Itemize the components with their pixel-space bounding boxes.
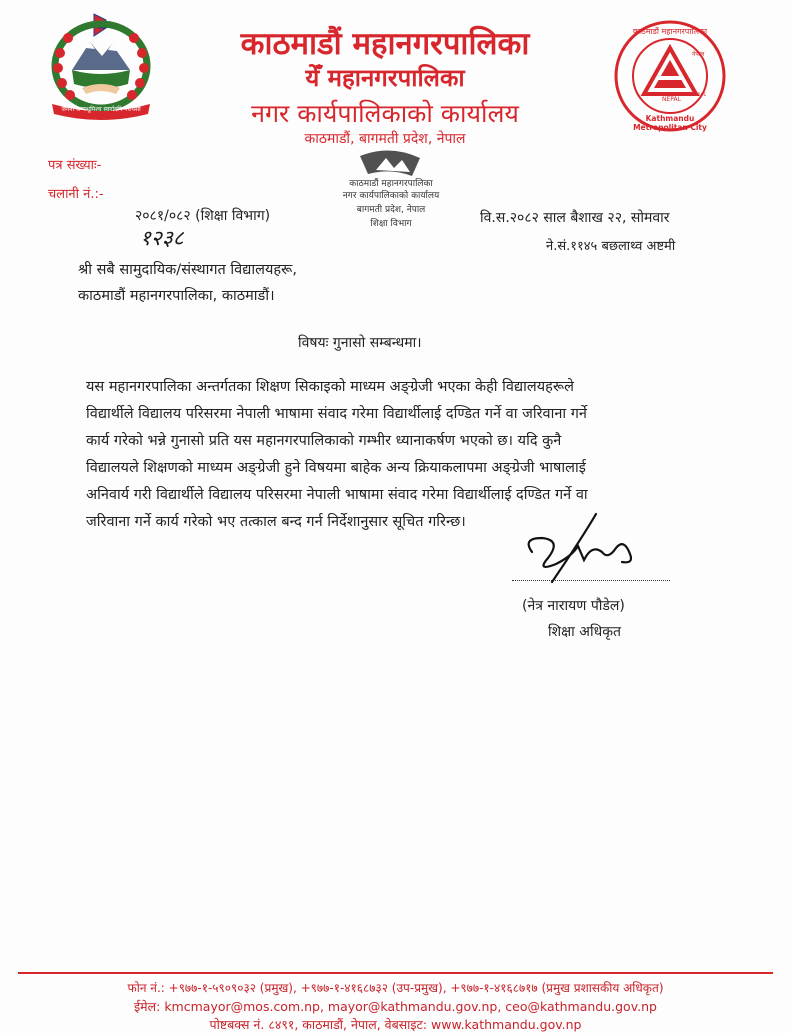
emblem-motto: जननी जन्मभूमिश्च स्वर्गादपि गरीयसी <box>61 106 141 113</box>
date-bs: वि.स.२०८२ साल बैशाख २२, सोमवार <box>480 210 670 226</box>
recipient-line-1: श्री सबै सामुदायिक/संस्थागत विद्यालयहरू, <box>78 262 297 278</box>
signatory-designation: शिक्षा अधिकृत <box>548 624 621 640</box>
body-line-3: कार्य गरेको भन्ने गुनासो प्रति यस महानगरपालिकाको गम्भीर ध्यानाकर्षण भएको छ। यदि कुनै <box>86 433 562 449</box>
signature-line <box>512 580 670 581</box>
office-address: काठमाडौं, बागमती प्रदेश, नेपाल <box>304 131 466 147</box>
office-title: नगर कार्यपालिकाको कार्यालय <box>251 99 519 128</box>
date-ns: ने.सं.११४५ बछलाथ्व अष्टमी <box>546 239 676 254</box>
fiscal-year-dept: २०८१/०८२ (शिक्षा विभाग) <box>135 208 271 224</box>
signatory-name: (नेत्र नारायण पौडेल) <box>522 598 625 614</box>
municipality-title: काठमाडौं महानगरपालिका <box>240 26 530 62</box>
footer-emails: ईमेल: kmcmayor@mos.com.np, mayor@kathmandu.gov.np, ceo@kathmandu.gov.np <box>134 999 657 1014</box>
footer-web: पोष्टबक्स नं. ८४९१, काठमाडौं, नेपाल, वेबसाइट: www.kathmandu.gov.np <box>209 1017 582 1032</box>
kmc-seal-logo <box>612 18 728 134</box>
body-line-1: यस महानगरपालिका अन्तर्गतका शिक्षण सिकाइको माध्यम अङ्ग्रेजी भएका केही विद्यालयहरूले <box>86 379 574 395</box>
seal-year-text: १९८८ <box>694 91 707 98</box>
patra-sankhya-label: पत्र संख्याः- <box>48 158 102 173</box>
stamp-line-1: काठमाडौं महानगरपालिका <box>349 179 433 189</box>
footer-phones: फोन नं.: +९७७-१-५९०९०३२ (प्रमुख), +९७७-१-४१६८७३२ (उप-प्रमुख), +९७७-१-४१६८७१७ (प्रमुख प्रशासकीय अधिकृत) <box>127 981 664 995</box>
recipient-line-2: काठमाडौं महानगरपालिका, काठमाडौं। <box>78 288 275 304</box>
stamp-line-3: बागमती प्रदेश, नेपाल <box>356 205 426 215</box>
signature <box>512 508 672 588</box>
seal-top-text: काठमाडौं महानगरपालिका <box>632 27 708 36</box>
seal-bottom-text: Kathmandu Metropolitan City <box>633 114 707 132</box>
body-line-4: विद्यालयले शिक्षणको माध्यम अङ्ग्रेजी हुने विषयमा बाहेक अन्य क्रियाकलापमा अङ्ग्रेजी भाषालाई <box>86 460 586 476</box>
footer-divider <box>18 972 773 974</box>
seal-country-text: NEPAL <box>662 96 681 103</box>
body-line-5: अनिवार्य गरी विद्यार्थीले विद्यालय परिसरमा नेपाली भाषामा संवाद गरेमा विद्यार्थीलाई दण्डित गर्ने वा <box>86 487 588 503</box>
office-stamp <box>320 140 460 232</box>
stamp-line-4: शिक्षा विभाग <box>370 219 412 229</box>
chalani-number-handwritten: १२३८ <box>140 226 184 250</box>
subject-line: विषयः गुनासो सम्बन्धमा। <box>298 335 422 351</box>
seal-side-text: नेपाल <box>692 51 705 58</box>
body-line-2: विद्यार्थीले विद्यालय परिसरमा नेपाली भाषामा संवाद गरेमा विद्यार्थीलाई दण्डित गर्ने वा जरिवाना गर्ने <box>86 406 587 422</box>
stamp-line-2: नगर कार्यपालिकाको कार्यालय <box>342 191 440 201</box>
coat-of-arms-emblem <box>42 8 160 120</box>
body-line-6: जरिवाना गर्ने कार्य गरेको भए तत्काल बन्द गर्न निर्देशानुसार सूचित गरिन्छ। <box>86 514 466 530</box>
chalani-label: चलानी नं.:- <box>48 187 104 202</box>
municipality-title-newari: येँ महानगरपालिका <box>305 64 465 92</box>
